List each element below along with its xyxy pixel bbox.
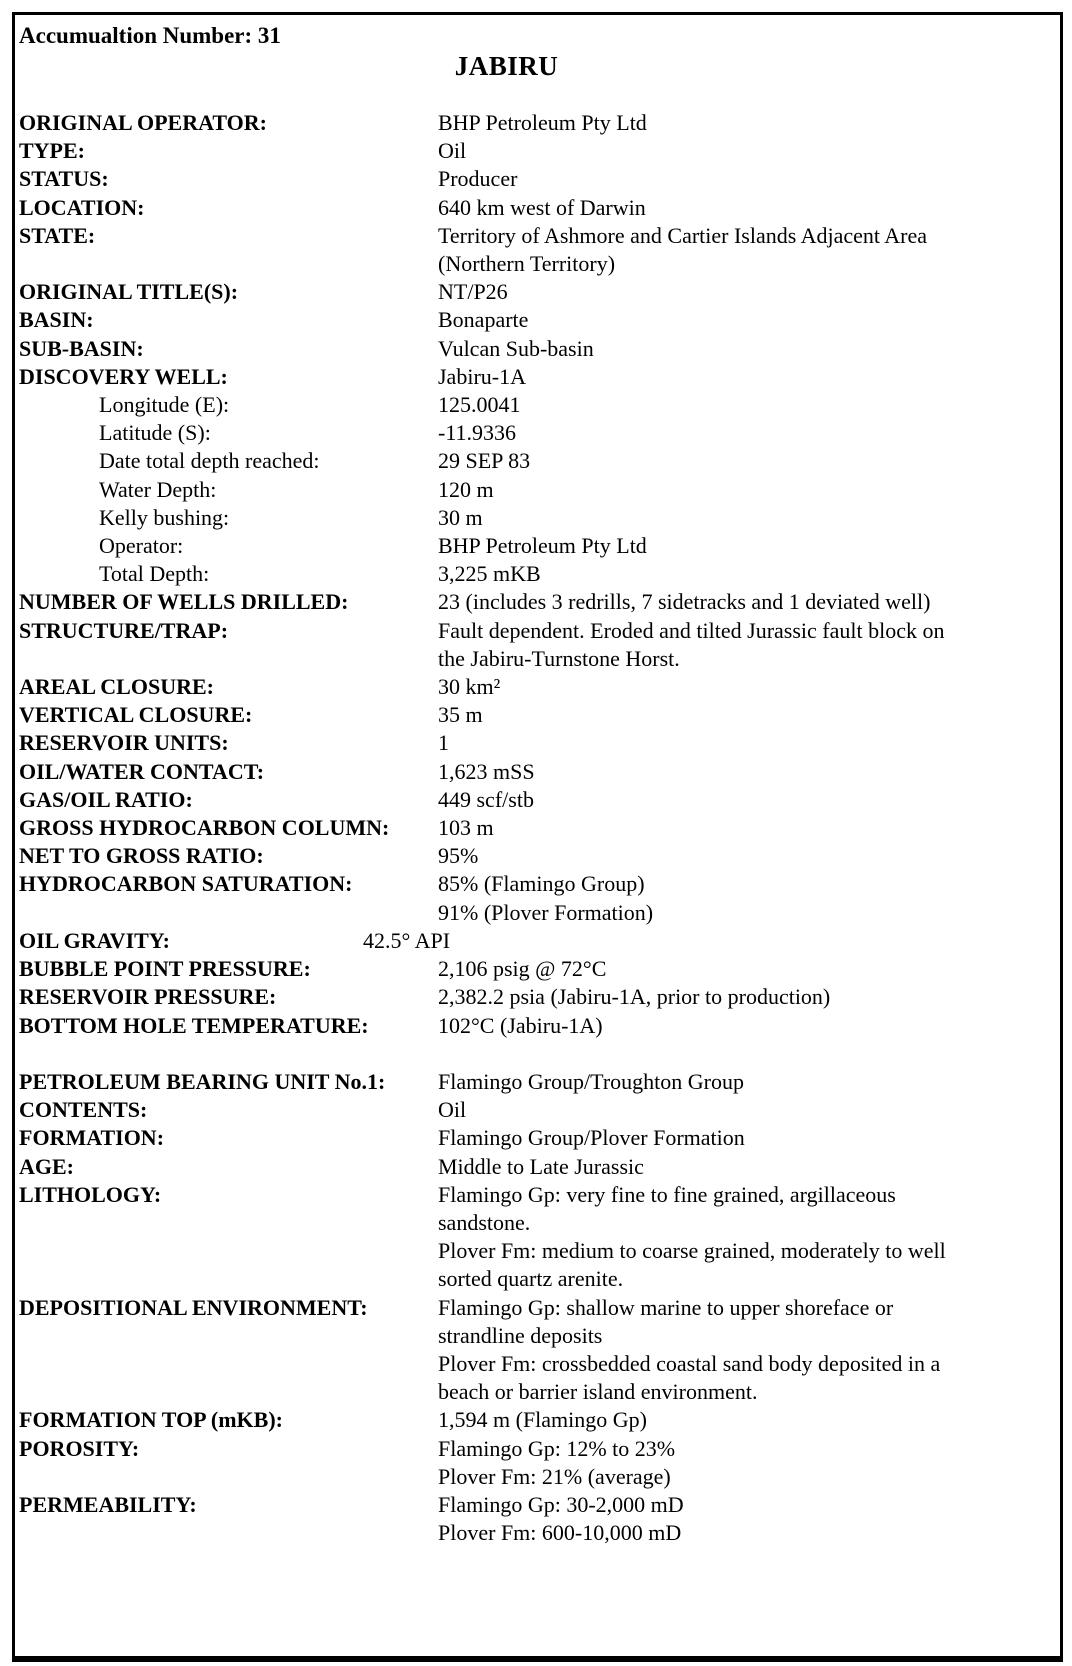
field-label: Total Depth: xyxy=(99,561,210,587)
field-label: STRUCTURE/TRAP: xyxy=(19,617,229,643)
field-row xyxy=(19,955,1054,983)
field-value-line: 103 m xyxy=(438,815,494,841)
fields xyxy=(19,109,1054,1547)
field-label: VERTICAL CLOSURE: xyxy=(19,702,253,728)
field-value xyxy=(438,109,1054,137)
field-label: GROSS HYDROCARBON COLUMN: xyxy=(19,815,390,841)
field-label: HYDROCARBON SATURATION: xyxy=(19,871,353,897)
field-value xyxy=(438,1068,1054,1096)
field-label: BOTTOM HOLE TEMPERATURE: xyxy=(19,1012,369,1038)
field-value xyxy=(438,335,1054,363)
field-label: Kelly bushing: xyxy=(99,504,230,530)
field-value xyxy=(438,1124,1054,1152)
field-value-line: 30 m xyxy=(438,504,483,530)
field-value-line: Plover Fm: 21% (average) xyxy=(438,1463,671,1489)
field-label: RESERVOIR PRESSURE: xyxy=(19,984,277,1010)
field-value xyxy=(438,617,1054,673)
field-row xyxy=(19,278,1054,306)
field-label: PETROLEUM BEARING UNIT No.1: xyxy=(19,1068,386,1094)
field-value-line: 30 km² xyxy=(438,674,501,700)
field-label: PERMEABILITY: xyxy=(19,1491,197,1517)
field-value-line: 1,623 mSS xyxy=(438,758,535,784)
field-label: AGE: xyxy=(19,1153,74,1179)
field-value-line: sorted quartz arenite. xyxy=(438,1266,624,1292)
field-row xyxy=(19,983,1054,1011)
field-row xyxy=(19,870,1054,926)
field-value xyxy=(438,476,1054,504)
field-value-line: Vulcan Sub-basin xyxy=(438,335,594,361)
field-value xyxy=(438,1096,1054,1124)
field-row xyxy=(19,1068,1054,1096)
field-value-line: 85% (Flamingo Group) xyxy=(438,871,645,897)
field-row xyxy=(19,1153,1054,1181)
field-label: FORMATION: xyxy=(19,1125,165,1151)
field-label: STATUS: xyxy=(19,166,109,192)
field-value xyxy=(438,165,1054,193)
field-value xyxy=(438,729,1054,757)
field-value-line: 2,106 psig @ 72°C xyxy=(438,956,607,982)
field-value-line: Flamingo Gp: very fine to fine grained, argillaceous xyxy=(438,1181,896,1207)
field-value-line: 35 m xyxy=(438,702,483,728)
field-value-line: 640 km west of Darwin xyxy=(438,194,646,220)
field-label: OIL GRAVITY: xyxy=(19,927,171,953)
field-label: NET TO GROSS RATIO: xyxy=(19,843,264,869)
field-label: OIL/WATER CONTACT: xyxy=(19,758,265,784)
field-label: AREAL CLOSURE: xyxy=(19,674,214,700)
field-value-line: beach or barrier island environment. xyxy=(438,1379,758,1405)
field-value-line: 1 xyxy=(438,730,449,756)
field-row xyxy=(19,786,1054,814)
field-value xyxy=(438,447,1054,475)
field-label: CONTENTS: xyxy=(19,1097,148,1123)
field-label: GAS/OIL RATIO: xyxy=(19,786,193,812)
field-row xyxy=(19,447,1054,475)
field-label: FORMATION TOP (mKB): xyxy=(19,1407,283,1433)
field-value xyxy=(363,927,1054,955)
field-row xyxy=(19,560,1054,588)
field-value xyxy=(438,504,1054,532)
field-value-line: NT/P26 xyxy=(438,279,508,305)
field-value xyxy=(438,532,1054,560)
field-row xyxy=(19,588,1054,616)
field-label: POROSITY: xyxy=(19,1435,140,1461)
field-value xyxy=(438,1012,1054,1040)
field-row xyxy=(19,532,1054,560)
field-label: BUBBLE POINT PRESSURE: xyxy=(19,956,311,982)
field-row xyxy=(19,109,1054,137)
field-label: ORIGINAL TITLE(S): xyxy=(19,279,239,305)
field-row xyxy=(19,701,1054,729)
field-row xyxy=(19,1491,1054,1547)
field-row xyxy=(19,306,1054,334)
field-value-line: Territory of Ashmore and Cartier Islands Adjacent Area xyxy=(438,222,928,248)
field-value xyxy=(438,1406,1054,1434)
field-value-line: 3,225 mKB xyxy=(438,561,541,587)
field-label: DISCOVERY WELL: xyxy=(19,363,228,389)
field-label: RESERVOIR UNITS: xyxy=(19,730,229,756)
field-value-line: Middle to Late Jurassic xyxy=(438,1153,644,1179)
field-value xyxy=(438,870,1054,926)
field-value-line: Flamingo Gp: shallow marine to upper shoreface or xyxy=(438,1294,894,1320)
field-row xyxy=(19,222,1054,278)
field-value-line: the Jabiru-Turnstone Horst. xyxy=(438,645,680,671)
field-value-line: (Northern Territory) xyxy=(438,251,616,277)
field-row xyxy=(19,476,1054,504)
field-value-line: 2,382.2 psia (Jabiru-1A, prior to production) xyxy=(438,984,831,1010)
field-value-line: Oil xyxy=(438,1097,467,1123)
field-value-line: 102°C (Jabiru-1A) xyxy=(438,1012,603,1038)
field-value-line: BHP Petroleum Pty Ltd xyxy=(438,533,647,559)
field-value-line: Plover Fm: 600-10,000 mD xyxy=(438,1520,682,1546)
field-value xyxy=(438,842,1054,870)
field-row xyxy=(19,814,1054,842)
field-value xyxy=(438,673,1054,701)
field-row xyxy=(19,1124,1054,1152)
field-label: ORIGINAL OPERATOR: xyxy=(19,110,267,135)
field-row xyxy=(19,1181,1054,1294)
field-value xyxy=(438,758,1054,786)
accumulation-number-header: Accumualtion Number: 31 xyxy=(19,23,281,48)
field-row xyxy=(19,194,1054,222)
field-label: BASIN: xyxy=(19,307,94,333)
field-value-line: 42.5° API xyxy=(363,927,451,953)
field-value xyxy=(438,306,1054,334)
field-row xyxy=(19,729,1054,757)
field-value-line: 120 m xyxy=(438,476,494,502)
field-value-line: 125.0041 xyxy=(438,392,521,418)
field-row xyxy=(19,165,1054,193)
field-row xyxy=(19,419,1054,447)
field-value-line: Producer xyxy=(438,166,518,192)
field-row xyxy=(19,335,1054,363)
field-value-line: 29 SEP 83 xyxy=(438,448,531,474)
field-value-line: Plover Fm: medium to coarse grained, moderately to well xyxy=(438,1238,946,1264)
field-value-line: 95% xyxy=(438,843,479,869)
field-value-line: 1,594 m (Flamingo Gp) xyxy=(438,1407,647,1433)
field-value xyxy=(438,278,1054,306)
field-value-line: Bonaparte xyxy=(438,307,529,333)
field-label: SUB-BASIN: xyxy=(19,335,144,361)
field-value xyxy=(438,194,1054,222)
field-row xyxy=(19,927,1054,955)
field-value-line: 91% (Plover Formation) xyxy=(438,899,654,925)
field-label: Longitude (E): xyxy=(99,392,230,418)
field-label: STATE: xyxy=(19,222,96,248)
field-label: Date total depth reached: xyxy=(99,448,320,474)
field-value-line: 449 scf/stb xyxy=(438,786,534,812)
field-row xyxy=(19,758,1054,786)
field-value xyxy=(438,983,1054,1011)
field-label: Water Depth: xyxy=(99,476,217,502)
field-value xyxy=(438,1181,1054,1294)
field-row xyxy=(19,504,1054,532)
field-value-line: Flamingo Group/Troughton Group xyxy=(438,1068,744,1094)
field-value-line: Flamingo Gp: 30-2,000 mD xyxy=(438,1491,684,1517)
field-row xyxy=(19,1435,1054,1491)
field-row xyxy=(19,137,1054,165)
field-value xyxy=(438,786,1054,814)
field-row xyxy=(19,673,1054,701)
field-row xyxy=(19,617,1054,673)
field-value-line: strandline deposits xyxy=(438,1322,603,1348)
field-row xyxy=(19,1406,1054,1434)
page-title: JABIRU xyxy=(454,51,559,81)
field-label: LOCATION: xyxy=(19,194,145,220)
field-value xyxy=(438,560,1054,588)
field-value xyxy=(438,1153,1054,1181)
field-value-line: Flamingo Group/Plover Formation xyxy=(438,1125,745,1151)
field-label: Operator: xyxy=(99,533,184,559)
field-value-line: 23 (includes 3 redrills, 7 sidetracks and 1 deviated well) xyxy=(438,589,931,615)
field-value-line: Jabiru-1A xyxy=(438,363,526,389)
field-value xyxy=(438,955,1054,983)
field-value-line: Flamingo Gp: 12% to 23% xyxy=(438,1435,676,1461)
field-value-line: Plover Fm: crossbedded coastal sand body deposited in a xyxy=(438,1350,941,1376)
field-value xyxy=(438,137,1054,165)
field-value xyxy=(438,419,1054,447)
field-value-line: sandstone. xyxy=(438,1209,531,1235)
field-value xyxy=(438,1294,1054,1407)
field-value xyxy=(438,363,1054,391)
field-value xyxy=(438,814,1054,842)
field-row xyxy=(19,391,1054,419)
page-border-frame xyxy=(12,12,1063,1662)
field-label: DEPOSITIONAL ENVIRONMENT: xyxy=(19,1294,368,1320)
field-row xyxy=(19,1012,1054,1040)
field-label: NUMBER OF WELLS DRILLED: xyxy=(19,589,349,615)
field-row xyxy=(19,1294,1054,1407)
field-value xyxy=(438,222,1054,278)
field-label: TYPE: xyxy=(19,138,85,164)
field-value xyxy=(438,391,1054,419)
field-row xyxy=(19,842,1054,870)
field-value xyxy=(438,1491,1054,1547)
field-value-line: Oil xyxy=(438,138,467,164)
field-value-line: Fault dependent. Eroded and tilted Jurassic fault block on xyxy=(438,617,945,643)
field-label: Latitude (S): xyxy=(99,420,211,446)
blank-line xyxy=(19,1040,1054,1068)
field-value-line: BHP Petroleum Pty Ltd xyxy=(438,110,647,135)
field-value xyxy=(438,588,1054,616)
field-value xyxy=(438,1435,1054,1491)
field-row xyxy=(19,363,1054,391)
field-value xyxy=(438,701,1054,729)
field-label: LITHOLOGY: xyxy=(19,1181,162,1207)
field-value-line: -11.9336 xyxy=(438,420,517,446)
field-row xyxy=(19,1096,1054,1124)
